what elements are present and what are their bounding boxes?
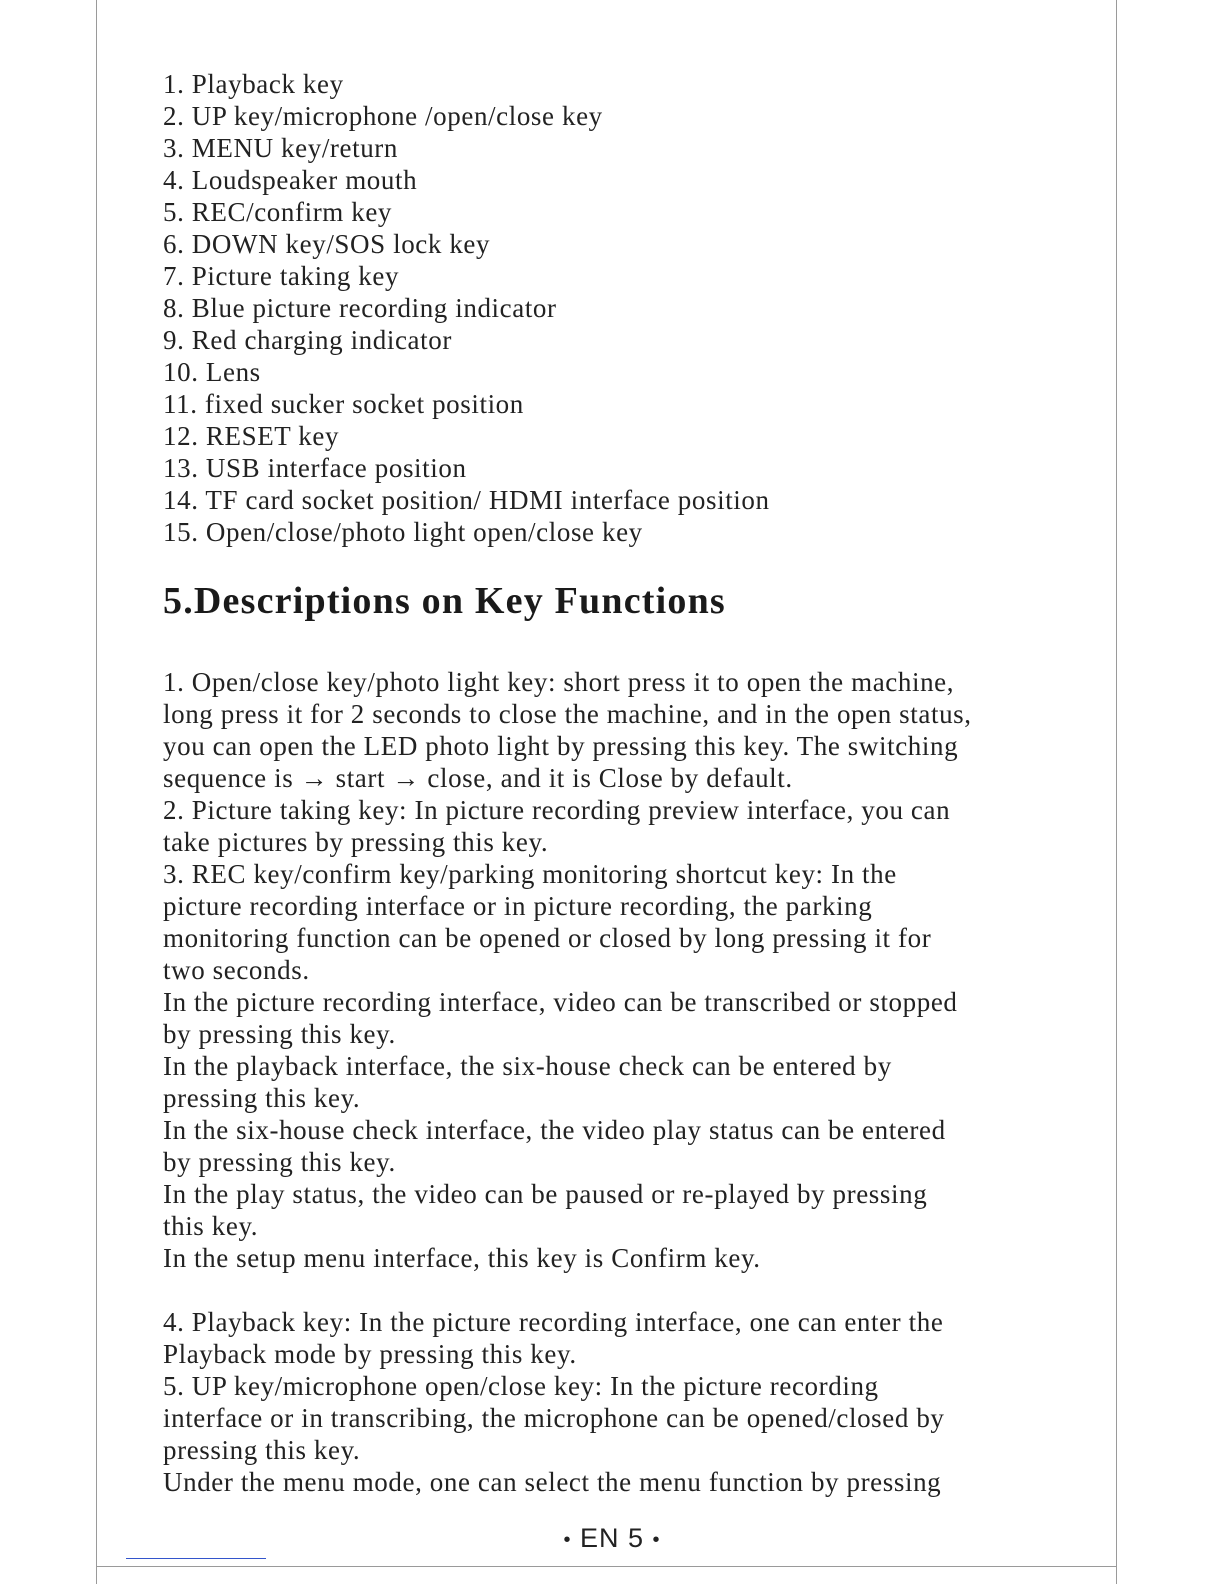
- left-border-line: [96, 0, 97, 1584]
- parts-list-item: 3. MENU key/return: [163, 133, 399, 163]
- page-number-label: EN 5: [579, 1523, 645, 1553]
- parts-list-item: 13. USB interface position: [163, 453, 467, 483]
- paragraph: In the setup menu interface, this key is Confirm key.: [163, 1243, 761, 1273]
- link-underline-mark: [126, 1558, 266, 1559]
- parts-list-item: 1. Playback key: [163, 69, 344, 99]
- footer-bullet-right: •: [652, 1528, 661, 1551]
- paragraph-gap: [163, 1274, 1063, 1306]
- parts-list-item: 7. Picture taking key: [163, 261, 400, 291]
- parts-list-item: 10. Lens: [163, 357, 261, 387]
- section-heading: 5.Descriptions on Key Functions: [163, 580, 726, 622]
- parts-list-item: 4. Loudspeaker mouth: [163, 165, 418, 195]
- parts-list-item: 15. Open/close/photo light open/close key: [163, 517, 643, 547]
- parts-list-item: 5. REC/confirm key: [163, 197, 393, 227]
- footer-bullet-left: •: [563, 1528, 572, 1551]
- parts-list: [163, 68, 1063, 548]
- paragraph: In the six-house check interface, the video play status can be entered by pressing this key.: [163, 1115, 946, 1177]
- parts-list-item: 8. Blue picture recording indicator: [163, 293, 557, 323]
- key-functions-body: [163, 666, 1063, 1498]
- parts-list-item: 12. RESET key: [163, 421, 340, 451]
- parts-list-item: 14. TF card socket position/ HDMI interface position: [163, 485, 770, 515]
- paragraph: 4. Playback key: In the picture recording interface, one can enter the Playback mode by pressing this key.: [163, 1307, 944, 1369]
- paragraph: 2. Picture taking key: In picture recording preview interface, you can take pictures by pressing this key.: [163, 795, 951, 857]
- bottom-border-line: [96, 1566, 1117, 1567]
- page-footer: [0, 1521, 1224, 1557]
- paragraph: In the play status, the video can be paused or re-played by pressing this key.: [163, 1179, 928, 1241]
- paragraph: 3. REC key/confirm key/parking monitoring shortcut key: In the picture recording interface or in picture recording, the parking monitoring function can be opened or closed by long pressing it for two seconds.: [163, 859, 932, 985]
- parts-list-item: 6. DOWN key/SOS lock key: [163, 229, 491, 259]
- paragraph: 1. Open/close key/photo light key: short press it to open the machine, long press it for 2 seconds to close the machine, and in the open status, you can open the LED photo light by pressing this key. The switching sequence is → start → close, and it is Close by default.: [163, 667, 972, 793]
- parts-list-item: 11. fixed sucker socket position: [163, 389, 524, 419]
- paragraph: In the playback interface, the six-house check can be entered by pressing this key.: [163, 1051, 892, 1113]
- parts-list-item: 2. UP key/microphone /open/close key: [163, 101, 603, 131]
- paragraph: Under the menu mode, one can select the menu function by pressing: [163, 1467, 942, 1497]
- paragraph: In the picture recording interface, video can be transcribed or stopped by pressing this key.: [163, 987, 958, 1049]
- paragraph: 5. UP key/microphone open/close key: In the picture recording interface or in transcribing, the microphone can be opened/closed by pressing this key.: [163, 1371, 945, 1465]
- right-border-line: [1116, 0, 1117, 1584]
- parts-list-item: 9. Red charging indicator: [163, 325, 452, 355]
